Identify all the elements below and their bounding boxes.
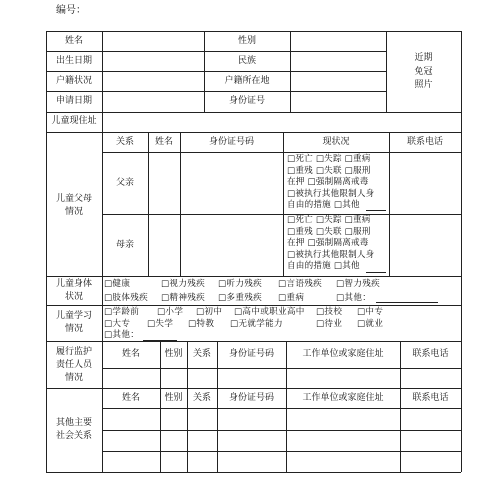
study-option[interactable]: □待业 [316,319,343,329]
others-header-name: 姓名 [121,393,140,403]
label-hukou-status: 户籍状况 [55,76,92,86]
health-option[interactable]: □智力残疾 [336,279,380,289]
label-hukou-location: 户籍所在地 [224,76,270,86]
others-section-label: 其他主要 社会关系 [55,418,92,441]
study-option[interactable]: □小学 [157,307,184,317]
label-name: 姓名 [64,36,83,46]
study-option[interactable]: □初中 [196,307,223,317]
study-option[interactable]: □技校 [316,307,343,317]
health-section-label: 儿童身体 状况 [55,279,92,302]
study-option[interactable]: □其他： [104,330,140,340]
others-header-phone: 联系电话 [412,393,449,403]
gender-field[interactable] [291,32,385,50]
parents-header-status: 现状况 [322,137,350,147]
photo-placeholder: 近期 免冠 照片 [414,53,433,90]
relation-mother: 母亲 [115,240,134,250]
study-option[interactable]: □特教 [188,319,215,329]
mother-status-options[interactable]: □死亡 □失踪 □重病 □重残 □失联 □服刑 在押 □强制隔离戒毒 □被执行其他限制人身 自由的措施 □其他 [287,215,375,271]
study-option[interactable]: □就业 [357,319,384,329]
guardian-header-gender: 性别 [164,349,183,359]
guardian-section-label: 履行监护 责任人员 情况 [55,347,92,383]
study-option[interactable]: □失学 [147,319,174,329]
label-address: 儿童现住址 [51,116,97,126]
guardian-header-phone: 联系电话 [412,349,449,359]
apply-date-field[interactable] [103,92,203,111]
others-header-relation: 关系 [192,393,211,403]
study-option[interactable]: □无就学能力 [230,319,283,329]
others-header-gender: 性别 [164,393,183,403]
parents-header-phone: 联系电话 [406,137,443,147]
label-ethnicity: 民族 [237,56,256,66]
study-option[interactable]: □中专 [357,307,384,317]
health-option[interactable]: □视力残疾 [161,279,205,289]
label-birth: 出生日期 [55,56,92,66]
label-id-number: 身份证号 [228,96,265,106]
address-field[interactable] [103,113,460,131]
guardian-header-relation: 关系 [192,349,211,359]
health-option[interactable]: □其他： [336,293,372,303]
parents-header-name: 姓名 [154,137,173,147]
name-field[interactable] [103,32,203,50]
study-option[interactable]: □学龄前 [104,307,140,317]
health-option[interactable]: □言语残疾 [278,279,322,289]
parents-header-relation: 关系 [115,137,134,147]
guardian-header-id: 身份证号码 [228,349,274,359]
label-apply-date: 申请日期 [55,96,92,106]
label-gender: 性别 [237,36,256,46]
health-option[interactable]: □重病 [278,293,305,303]
study-option[interactable]: □大专 [104,319,131,329]
father-status-options[interactable]: □死亡 □失踪 □重病 □重残 □失联 □服刑 在押 □强制隔离戒毒 □被执行其他限制人身 自由的措施 □其他 [287,154,375,210]
hukou-status-field[interactable] [103,72,203,90]
guardian-header-workplace: 工作单位或家庭住址 [302,349,384,359]
health-option[interactable]: □肢体残疾 [104,293,148,303]
birth-field[interactable] [103,52,203,70]
id-number-field[interactable] [291,92,385,111]
study-section-label: 儿童学习 情况 [55,311,92,334]
others-header-workplace: 工作单位或家庭住址 [302,393,384,403]
ethnicity-field[interactable] [291,52,385,70]
hukou-location-field[interactable] [291,72,385,90]
health-option[interactable]: □听力残疾 [218,279,262,289]
health-option[interactable]: □健康 [104,279,131,289]
others-header-id: 身份证号码 [228,393,274,403]
relation-father: 父亲 [115,178,134,188]
guardian-header-name: 姓名 [121,349,140,359]
study-option[interactable]: □高中或职业高中 [234,307,305,317]
health-option[interactable]: □精神残疾 [161,293,205,303]
parents-header-id: 身份证号码 [208,137,254,147]
serial-label: 编号： [56,5,86,16]
parents-section-label: 儿童父母 情况 [55,194,92,217]
health-option[interactable]: □多重残疾 [218,293,262,303]
